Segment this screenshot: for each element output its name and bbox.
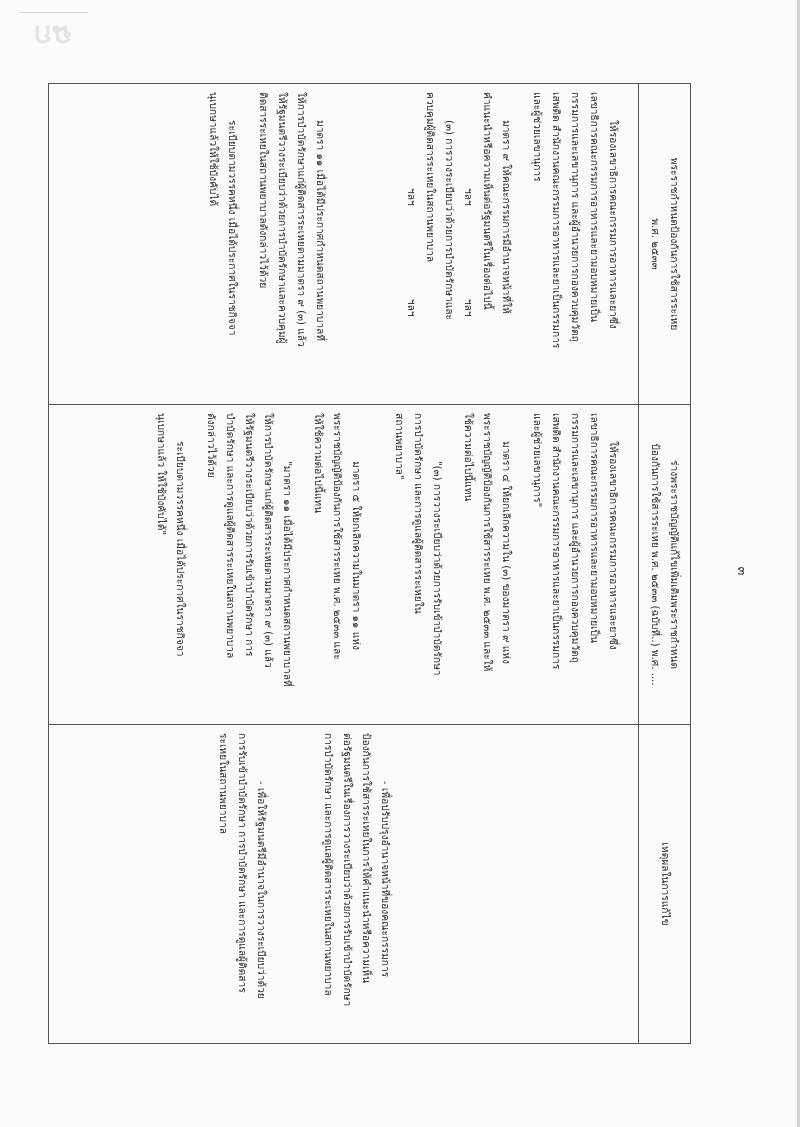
header-reason (639, 725, 691, 1044)
text-line: เสพติด สำนักงานคณะกรรมการอาหารและยาเป็นกรรมการ (550, 413, 561, 670)
cell-draft-amendment (49, 405, 639, 725)
text-line: บำบัดรักษา และการดูแลผู้ติดสารระเหยในสถานพยาบาล (224, 413, 235, 659)
text-line: มาตรา ๔ ให้ยกเลิกความใน (๓) ของมาตรา ๙ แห่ง (500, 441, 511, 664)
text-line: กรรมการและเลขานุการ และผู้อำนวยการกองควบคุมวัตถุ (569, 413, 580, 663)
cell-reason (49, 725, 639, 1044)
text-line: ระเบียบตามวรรคหนึ่ง เมื่อได้ประกาศในราชกิจจา (226, 120, 237, 336)
text-line: พระราชบัญญัติป้องกันการใช้สารระเหย พ.ศ. ๒๕๓๓ และ (331, 413, 342, 660)
text-line: ให้รองเลขาธิการคณะกรรมการอาหารและยาซึ่ง (607, 441, 618, 650)
text-line: ใช้ความต่อไปนี้แทน (462, 413, 473, 502)
text-line: ให้รองเลขาธิการคณะกรรมการอาหารและยาซึ่ง (607, 120, 618, 329)
text-line: คำแนะนำหรือความเห็นต่อรัฐมนตรีในเรื่องต่อไปนี้ (481, 92, 492, 310)
text-line: ติดสารระเหยในสถานพยาบาลดังกล่าวไว้ด้วย (257, 92, 268, 289)
rotated-document-sheet (48, 83, 749, 1043)
text-line: กรรมการและเลขานุการ และผู้อำนวยการกองควบคุมวัตถุ (569, 92, 580, 342)
faint-stamp-mark: ฉก (18, 12, 88, 58)
page-number: ๓ (734, 566, 749, 576)
table-body-row (49, 84, 639, 1044)
header-current-law (639, 84, 691, 405)
text-line: พระราชบัญญัติป้องกันการใช้สารระเหย พ.ศ. ๒๕๓๓ และให้ (481, 413, 492, 672)
text-line: ป้องกันการใช้สารระเหยในการให้คำแนะนำหรือความเห็น (360, 733, 371, 984)
text-line: และผู้ช่วยเลขานุการ" (531, 413, 542, 508)
elision-mark: ฯลฯ ฯลฯ (405, 188, 416, 317)
text-line: ควบคุมผู้ติดสารระเหยในสถานพยาบาล (424, 92, 435, 263)
text-line: ให้การบำบัดรักษาแก่ผู้ติดสารระเหยตามมาตรา ๙ (๓) แล้ว (262, 413, 273, 668)
text-line: เลขาธิการคณะกรรมการอาหารและยามอบหมายเป็น (588, 413, 599, 643)
text-line: ให้รัฐมนตรีวางระเบียบว่าด้วยการรับเข้าบำบัดรักษา การ (243, 413, 254, 657)
text-line: "มาตรา ๑๑ เมื่อได้มีประกาศกำหนดสถานพยาบาลที่ (281, 461, 292, 687)
text-line: ระเบียบตามวรรคหนึ่ง เมื่อได้ประกาศในราชกิจจา (174, 441, 185, 657)
header-line: พ.ศ. ๒๕๓๓ (649, 218, 661, 270)
elision-mark: ฯลฯ ฯลฯ (462, 188, 473, 317)
text-line: สถานพยาบาล" (393, 413, 404, 480)
text-line: ดังกล่าวไว้ด้วย (205, 413, 216, 478)
header-draft-amendment (639, 405, 691, 725)
text-line: ต่อรัฐมนตรีในเรื่องการวางระเบียบว่าด้วยการรับเข้าบำบัดรักษา (341, 733, 352, 1007)
header-line: ป้องกันการใช้สารระเหย พ.ศ. ๒๕๓๓ (ฉบับที่..) พ.ศ. .... (649, 443, 661, 686)
text-line: ระเหยในสถานพยาบาล (217, 733, 228, 834)
table-header-row (639, 84, 691, 1044)
text-line: นุเบกษาแล้ว ให้ใช้บังคับได้" (155, 413, 166, 536)
text-line: การบำบัดรักษา และการดูแลผู้ติดสารระเหยใน (412, 413, 423, 614)
text-line: - เพื่อให้รัฐมนตรีมีอำนาจในการวางระเบียบว่าด้วย (255, 781, 266, 999)
text-line: ให้รัฐมนตรีวางระเบียบว่าด้วยการบำบัดรักษาและควบคุมผู้ (276, 92, 287, 344)
text-line: เสพติด สำนักงานคณะกรรมการอาหารและยาเป็นกรรมการ (550, 92, 561, 349)
text-line: "(๓) การวางระเบียบว่าด้วยการรับเข้าบำบัดรักษา (431, 461, 442, 676)
text-line: - เพื่อปรับปรุงอำนาจหน้าที่ของคณะกรรมการ (379, 781, 390, 978)
text-line: การรับเข้าบำบัดรักษา การบำบัดรักษา และการดูแลผู้ติดสาร (236, 733, 247, 993)
text-line: นุเบกษาแล้วให้ใช้บังคับได้ (207, 92, 218, 207)
header-line: พระราชกำหนดป้องกันการใช้สารระเหย (668, 157, 680, 331)
header-line: ร่างพระราชบัญญัติแก้ไขเพิ่มเติมพระราชกำหนด (668, 460, 680, 669)
text-line: เลขาธิการคณะกรรมการอาหารและยามอบหมายเป็น (588, 92, 599, 322)
text-line: ให้ใช้ความต่อไปนี้แทน (312, 413, 323, 514)
text-line: การบำบัดรักษา และการดูแลผู้ติดสารระเหยในสถานพยาบาล (322, 733, 333, 996)
text-line: มาตรา ๙ ให้คณะกรรมการมีอำนาจหน้าที่ให้ (500, 120, 511, 314)
comparison-table (48, 83, 691, 1044)
text-line: และผู้ช่วยเลขานุการ (531, 92, 542, 182)
text-line: (๓) การวางระเบียบว่าด้วยการบำบัดรักษาและ (443, 120, 454, 320)
cell-current-law (49, 84, 639, 405)
text-line: มาตรา ๕ ให้ยกเลิกความในมาตรา ๑๑ แห่ง (350, 461, 361, 650)
text-line: มาตรา ๑๑ เมื่อได้มีประกาศกำหนดสถานพยาบาลที่ (314, 120, 325, 341)
text-line: ให้การบำบัดรักษาแก่ผู้ติดสารระเหยตามมาตรา ๙ (๓) แล้ว (295, 92, 306, 347)
header-line: เหตุผลในการแก้ไข (659, 842, 670, 926)
